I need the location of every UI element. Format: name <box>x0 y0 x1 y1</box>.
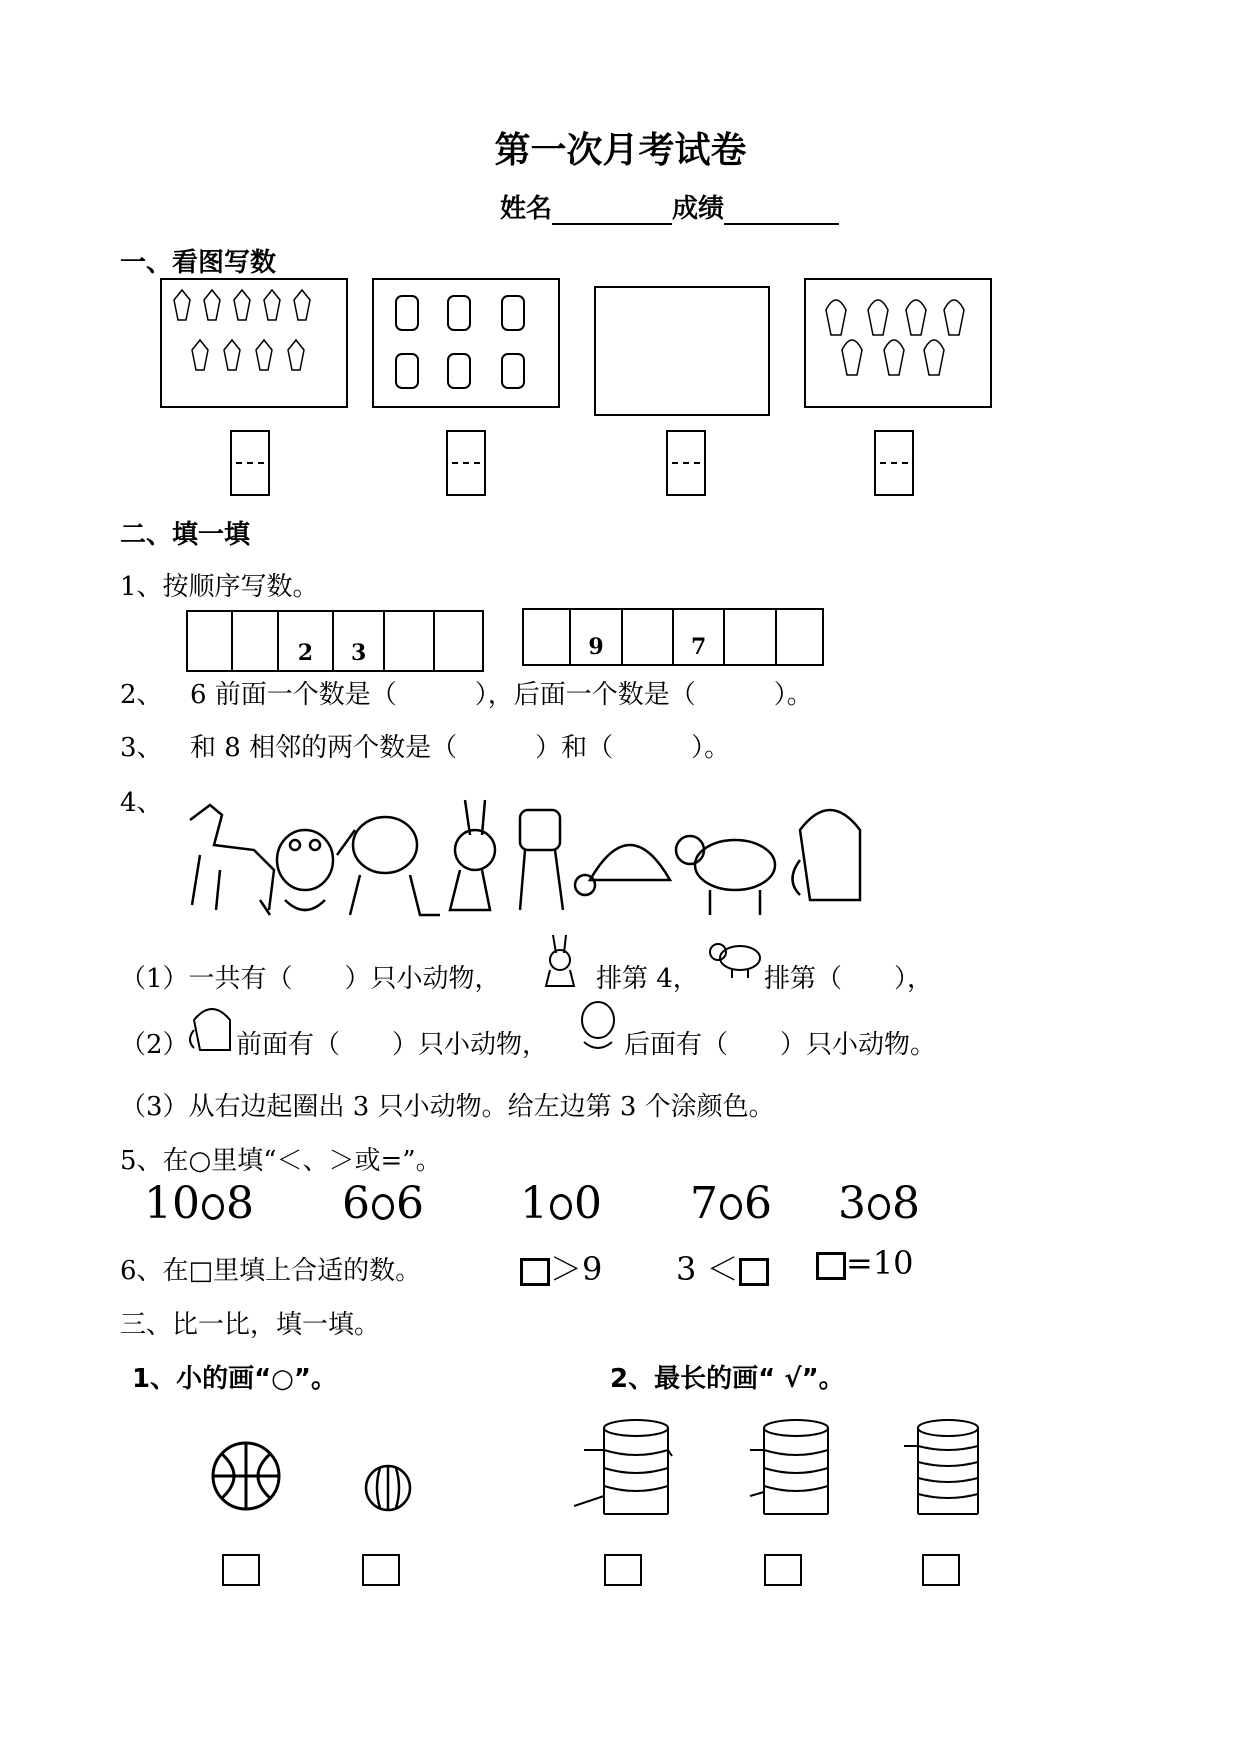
frog-drawing <box>277 830 333 910</box>
sheep-small-icon <box>706 938 764 980</box>
answer-box-cylinder-1[interactable] <box>604 1554 642 1586</box>
compare-item-5: 3 8 <box>838 1178 920 1229</box>
q6-item-c: =10 <box>816 1244 914 1282</box>
sequence-row-a <box>186 610 484 672</box>
answer-box-ball-large[interactable] <box>222 1554 260 1586</box>
answer-box-3[interactable] <box>666 430 706 496</box>
answer-box-ball-small[interactable] <box>362 1554 400 1586</box>
zebras-drawing <box>162 280 346 406</box>
elephant-small-icon <box>186 1000 236 1056</box>
seq-b-cell[interactable] <box>777 610 822 664</box>
picture-box-3-empty <box>594 286 770 416</box>
q6-box[interactable] <box>739 1258 769 1286</box>
compare-item-1: 10 8 <box>144 1178 254 1229</box>
cylinder-rope-3 <box>896 1416 1008 1526</box>
q6-box[interactable] <box>520 1258 550 1286</box>
seq-a-cell[interactable] <box>188 612 233 670</box>
horse-drawing <box>190 805 274 915</box>
q4-1-text-c: 排第（ ）， <box>764 964 934 994</box>
q4-2-text-a: （2） <box>120 1030 189 1060</box>
seq-a-cell: 3 <box>334 612 385 670</box>
picture-box-2 <box>372 278 560 408</box>
cylinder-rope-1 <box>574 1416 686 1526</box>
q4-1-text-a: （1）一共有（ ）只小动物， <box>120 964 501 994</box>
picture-box-4 <box>804 278 992 408</box>
q2-number: 2、 <box>120 680 163 710</box>
name-field[interactable] <box>552 197 672 225</box>
score-label: 成绩 <box>672 194 725 224</box>
sheep-drawing <box>676 836 775 915</box>
compare-circle[interactable] <box>720 1194 742 1220</box>
q2-text: 6 前面一个数是（ ），后面一个数是（ ）。 <box>190 680 813 710</box>
dog-drawing <box>337 817 440 915</box>
picture-box-1 <box>160 278 348 408</box>
seq-b-cell[interactable] <box>725 610 776 664</box>
q6-box[interactable] <box>816 1252 846 1280</box>
seq-b-cell: 7 <box>674 610 725 664</box>
seq-a-cell[interactable] <box>233 612 278 670</box>
q4-1-text-b: 排第 4， <box>596 964 699 994</box>
rabbit-small-icon <box>538 930 584 990</box>
compare-item-3: 1 0 <box>520 1178 602 1229</box>
name-score-row <box>500 188 839 225</box>
elephant-drawing <box>793 810 861 900</box>
answer-box-4[interactable] <box>874 430 914 496</box>
section3-heading: 三、比一比，填一填。 <box>120 1310 381 1340</box>
compare-circle[interactable] <box>202 1194 224 1220</box>
seq-a-cell[interactable] <box>385 612 434 670</box>
answer-box-cylinder-3[interactable] <box>922 1554 960 1586</box>
monkey-drawing <box>520 810 563 910</box>
q3-text: 和 8 相邻的两个数是（ ）和（ ）。 <box>190 733 731 763</box>
answer-box-1[interactable] <box>230 430 270 496</box>
answer-box-cylinder-2[interactable] <box>764 1554 802 1586</box>
compare-item-4: 7 6 <box>690 1178 772 1229</box>
ball-small-drawing <box>362 1462 414 1514</box>
page-title: 第一次月考试卷 <box>494 130 747 171</box>
name-label: 姓名 <box>500 194 553 224</box>
seq-b-cell[interactable] <box>623 610 674 664</box>
section2-heading: 二、填一填 <box>120 520 251 550</box>
section1-heading: 一、看图写数 <box>120 248 277 278</box>
sequence-row-b <box>522 608 824 666</box>
seq-b-cell: 9 <box>571 610 622 664</box>
compare-item-2: 6 6 <box>342 1178 424 1229</box>
score-field[interactable] <box>724 197 839 225</box>
rabbit-drawing <box>450 800 495 910</box>
q3-number: 3、 <box>120 733 163 763</box>
animals-row <box>160 790 920 940</box>
compare-circle[interactable] <box>868 1194 890 1220</box>
basketball-large-drawing <box>208 1438 284 1514</box>
backpacks-drawing <box>374 280 558 406</box>
q4-3-text: （3）从右边起圈出 3 只小动物。给左边第 3 个涂颜色。 <box>120 1092 775 1122</box>
q4-number: 4、 <box>120 788 163 818</box>
section3-sub2: 2、最长的画“ √”。 <box>610 1364 845 1394</box>
q4-2-text-c: 后面有（ ）只小动物。 <box>624 1030 937 1060</box>
q5-text: 5、在○里填“＜、＞或=”。 <box>120 1146 442 1176</box>
cylinder-rope-2 <box>740 1416 852 1526</box>
seq-b-cell[interactable] <box>524 610 571 664</box>
section3-sub1: 1、小的画“○”。 <box>132 1364 337 1394</box>
answer-box-2[interactable] <box>446 430 486 496</box>
q1-text: 1、按顺序写数。 <box>120 572 319 602</box>
compare-circle[interactable] <box>550 1194 572 1220</box>
q4-2-text-b: 前面有（ ）只小动物， <box>236 1030 549 1060</box>
turtle-drawing <box>575 845 670 895</box>
q6-item-b: 3 ＜ <box>676 1244 769 1290</box>
cabbages-drawing <box>806 280 990 406</box>
q6-item-a: ＞9 <box>520 1244 602 1290</box>
seq-a-cell: 2 <box>279 612 334 670</box>
seq-a-cell[interactable] <box>435 612 482 670</box>
compare-circle[interactable] <box>372 1194 394 1220</box>
frog-small-icon <box>574 994 622 1054</box>
q6-text: 6、在□里填上合适的数。 <box>120 1256 422 1286</box>
